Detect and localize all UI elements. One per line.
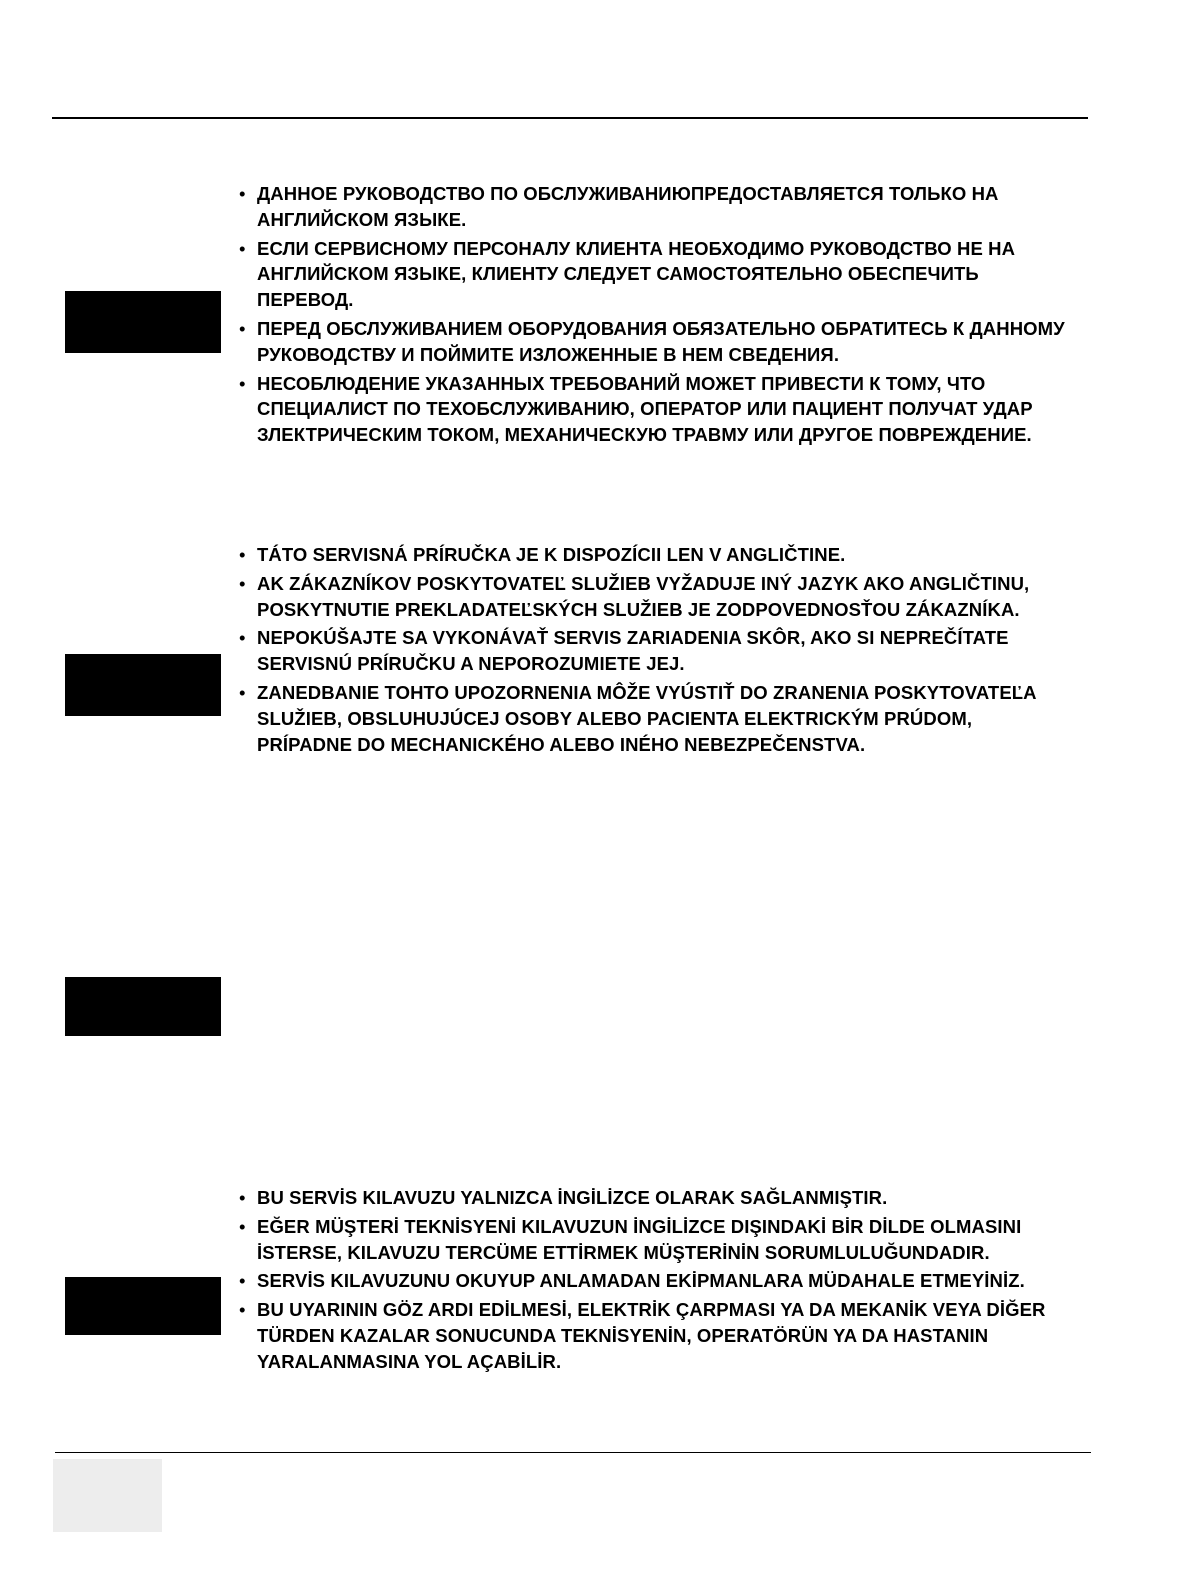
language-label-box-slovak <box>65 654 221 716</box>
language-label-box-turkish <box>65 1277 221 1335</box>
warning-item: • SERVİS KILAVUZUNU OKUYUP ANLAMADAN EKİPMANLARA MÜDAHALE ETMEYİNİZ. <box>238 1268 1068 1294</box>
footer-rule <box>55 1452 1091 1453</box>
warning-item: • ZANEDBANIE TOHTO UPOZORNENIA MÔŽE VYÚSTIŤ DO ZRANENIA POSKYTOVATEĽA SLUŽIEB, OBSLUHUJÚCEJ OSOBY ALEBO PACIENTA ELEKTRICKÝM PRÚDOM, PRÍPADNE DO MECHANICKÉHO ALEBO INÉHO NEBEZPEČENSTVA. <box>238 680 1068 757</box>
warning-item: • NEPOKÚŠAJTE SA VYKONÁVAŤ SERVIS ZARIADENIA SKÔR, AKO SI NEPREČÍTATE SERVISNÚ PRÍRUČKU A NEPOROZUMIETE JEJ. <box>238 625 1068 677</box>
warning-item: • BU UYARININ GÖZ ARDI EDİLMESİ, ELEKTRİK ÇARPMASI YA DA MEKANİK VEYA DİĞER TÜRDEN KAZALAR SONUCUNDA TEKNİSYENİN, OPERATÖRÜN YA DA HASTANIN YARALANMASINA YOL AÇABİLİR. <box>238 1297 1068 1374</box>
language-label-box-blank <box>65 977 221 1036</box>
warning-list-turkish <box>238 1185 1068 1378</box>
warning-list-russian <box>238 181 1068 451</box>
warning-item: • TÁTO SERVISNÁ PRÍRUČKA JE K DISPOZÍCII LEN V ANGLIČTINE. <box>238 542 1068 568</box>
warning-item: • НЕСОБЛЮДЕНИЕ УКАЗАННЫХ ТРЕБОВАНИЙ МОЖЕТ ПРИВЕСТИ К ТОМУ, ЧТО СПЕЦИАЛИСТ ПО ТЕХОБСЛУЖИВАНИЮ, ОПЕРАТОР ИЛИ ПАЦИЕНТ ПОЛУЧАТ УДАР ЗЛЕКТРИЧЕСКИМ ТОКОМ, МЕХАНИЧЕСКУЮ ТРАВМУ ИЛИ ДРУГОЕ ПОВРЕЖДЕНИЕ. <box>238 371 1068 448</box>
warning-item: • BU SERVİS KILAVUZU YALNIZCA İNGİLİZCE OLARAK SAĞLANMIŞTIR. <box>238 1185 1068 1211</box>
warning-list-slovak <box>238 542 1068 760</box>
warning-item: • ДАННОЕ РУКОВОДСТВО ПО ОБСЛУЖИВАНИЮПРЕДОСТАВЛЯЕТСЯ ТОЛЬКО НА АНГЛИЙСКОМ ЯЗЫКЕ. <box>238 181 1068 233</box>
page-number-tab <box>53 1459 162 1532</box>
warning-item: • EĞER MÜŞTERİ TEKNİSYENİ KILAVUZUN İNGİLİZCE DIŞINDAKİ BİR DİLDE OLMASINI İSTERSE, KILAVUZU TERCÜME ETTİRMEK MÜŞTERİNİN SORUMLULUĞUNDADIR. <box>238 1214 1068 1266</box>
warning-item: • AK ZÁKAZNÍKOV POSKYTOVATEĽ SLUŽIEB VYŽADUJE INÝ JAZYK AKO ANGLIČTINU, POSKYTNUTIE PREKLADATEĽSKÝCH SLUŽIEB JE ZODPOVEDNOSŤOU ZÁKAZNÍKA. <box>238 571 1068 623</box>
language-label-box-russian <box>65 291 221 353</box>
header-rule <box>52 117 1088 119</box>
warning-item: • ЕСЛИ СЕРВИСНОМУ ПЕРСОНАЛУ КЛИЕНТА НЕОБХОДИМО РУКОВОДСТВО НЕ НА АНГЛИЙСКОМ ЯЗЫКЕ, КЛИЕНТУ СЛЕДУЕТ САМОСТОЯТЕЛЬНО ОБЕСПЕЧИТЬ ПЕРЕВОД. <box>238 236 1068 313</box>
warning-item: • ПЕРЕД ОБСЛУЖИВАНИЕМ ОБОРУДОВАНИЯ ОБЯЗАТЕЛЬНО ОБРАТИТЕСЬ К ДАННОМУ РУКОВОДСТВУ И ПОЙМИТЕ ИЗЛОЖЕННЫЕ В НЕМ СВЕДЕНИЯ. <box>238 316 1068 368</box>
